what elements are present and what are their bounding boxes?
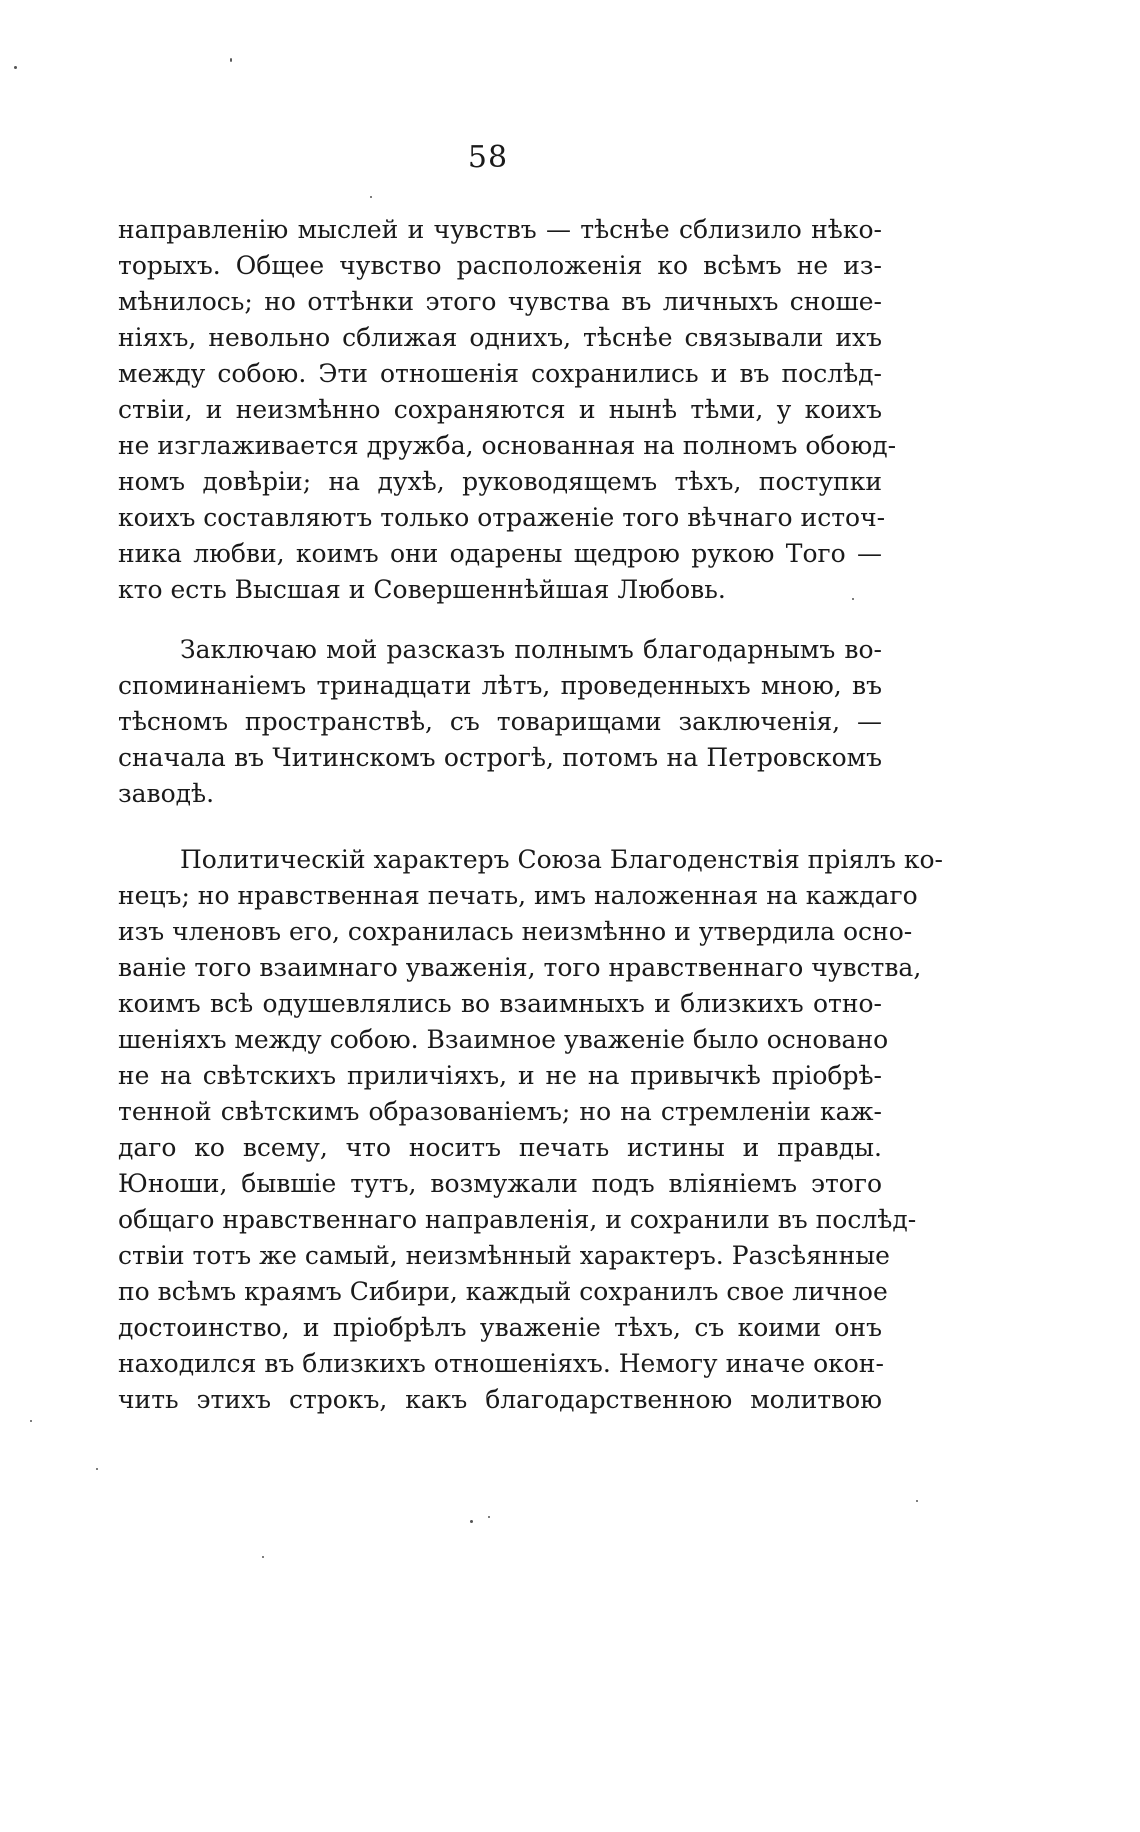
text-line: номъ довѣріи; на духѣ, руководящемъ тѣхъ, поступки [118,467,882,496]
text-line: торыхъ. Общее чувство расположенія ко всѣмъ не из- [118,251,882,280]
text-line: Юноши, бывшіе тутъ, возмужали подъ вліяніемъ этого [118,1169,882,1198]
scan-speck [370,196,372,198]
text-line: ніяхъ, невольно сближая однихъ, тѣснѣе связывали ихъ [118,323,882,352]
text-line: сначала въ Читинскомъ острогѣ, потомъ на Петровскомъ [118,743,882,772]
scan-speck [488,1516,490,1518]
text-line: кто есть Высшая и Совершеннѣйшая Любовь. [118,575,726,604]
text-line: ваніе того взаимнаго уваженія, того нравственнаго чувства, [118,953,922,982]
body-text [118,212,943,1418]
scan-speck [262,1556,264,1558]
text-line: тенной свѣтскимъ образованіемъ; но на стремленіи каж- [118,1097,882,1126]
text-line: изъ членовъ его, сохранилась неизмѣнно и утвердила осно- [118,917,913,946]
text-line: не изглаживается дружба, основанная на полномъ обоюд- [118,431,897,460]
text-line: общаго нравственнаго направленія, и сохранили въ послѣд- [118,1205,917,1234]
text-line: даго ко всему, что носитъ печать истины и правды. [118,1133,882,1162]
text-line: чить этихъ строкъ, какъ благодарственною молитвою [118,1385,882,1414]
text-line: по всѣмъ краямъ Сибири, каждый сохранилъ свое личное [118,1277,888,1306]
text-line: заводѣ. [118,779,215,808]
paragraph-3 [118,842,943,1418]
text-line: мѣнилось; но оттѣнки этого чувства въ личныхъ сноше- [118,287,882,316]
text-line: ника любви, коимъ они одарены щедрою рукою Того — [118,539,882,568]
text-line: Политическій характеръ Союза Благоденствія пріялъ ко- [180,845,943,874]
scan-speck [14,66,17,69]
text-line: коимъ всѣ одушевлялись во взаимныхъ и близкихъ отно- [118,989,882,1018]
text-line: не на свѣтскихъ приличіяхъ, и не на привычкѣ пріобрѣ- [118,1061,882,1090]
scan-speck [852,598,854,600]
text-line: споминаніемъ тринадцати лѣтъ, проведенныхъ мною, въ [118,671,882,700]
page-number: 58 [467,140,509,175]
paragraph-2 [118,632,882,812]
text-line: ствіи, и неизмѣнно сохраняются и нынѣ тѣми, у коихъ [118,395,882,424]
text-line: нецъ; но нравственная печать, имъ наложенная на каждаго [118,881,918,910]
text-line: коихъ составляютъ только отраженіе того вѣчнаго источ- [118,503,886,532]
text-line: направленію мыслей и чувствъ — тѣснѣе сблизило нѣко- [118,215,882,244]
text-line: достоинство, и пріобрѣлъ уваженіе тѣхъ, съ коими онъ [118,1313,882,1342]
text-line: между собою. Эти отношенія сохранились и въ послѣд- [118,359,882,388]
text-line: ствіи тотъ же самый, неизмѣнный характеръ. Разсѣянные [118,1241,890,1270]
scan-speck [96,1468,98,1470]
scan-speck [916,1500,918,1502]
paragraph-1 [118,212,897,608]
scan-speck [30,1420,32,1422]
text-line: находился въ близкихъ отношеніяхъ. Немогу иначе окон- [118,1349,884,1378]
text-line: Заключаю мой разсказъ полнымъ благодарнымъ во- [180,635,882,664]
scan-speck [230,58,232,62]
text-line: шеніяхъ между собою. Взаимное уваженіе было основано [118,1025,889,1054]
text-line: тѣсномъ пространствѣ, съ товарищами заключенія, — [118,707,882,736]
scan-speck [470,1520,473,1523]
